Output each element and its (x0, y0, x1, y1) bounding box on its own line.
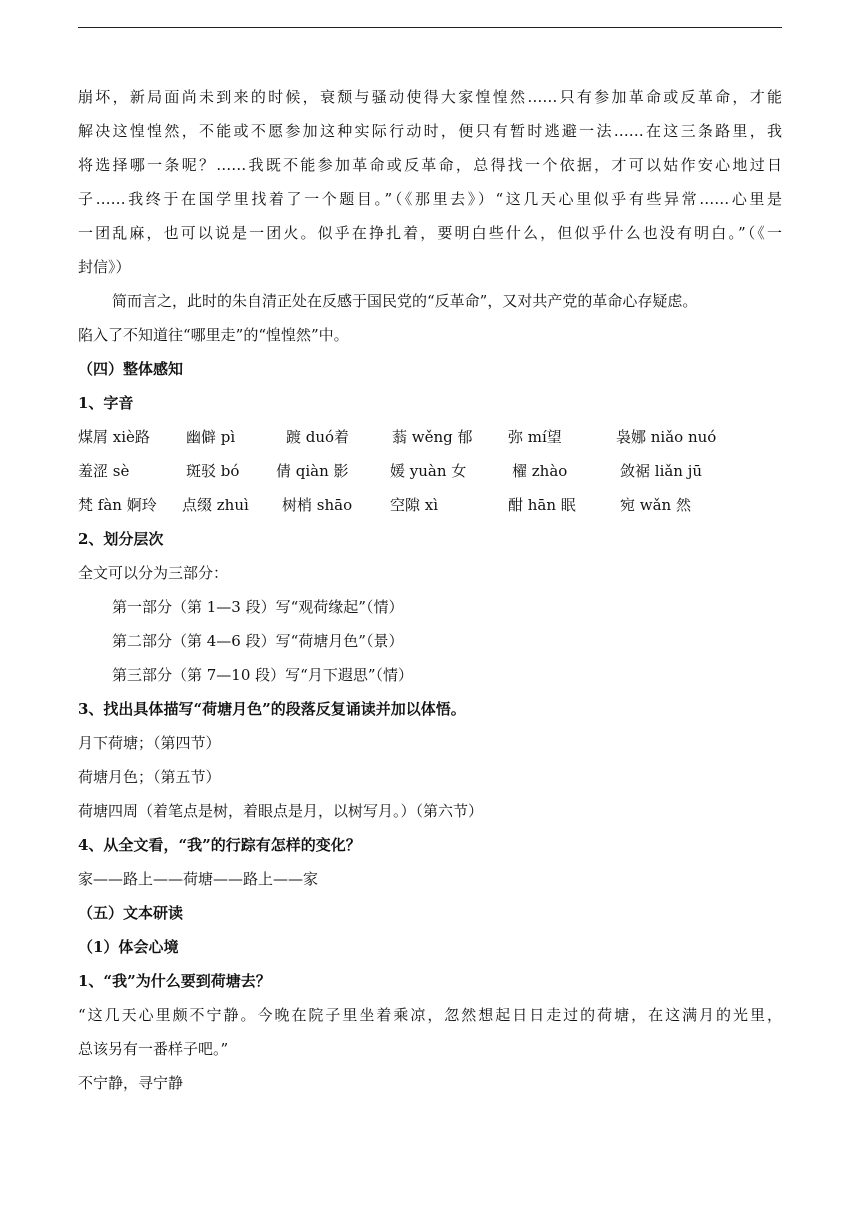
pronunciation-item: 敛裾 liǎn jū (620, 462, 703, 480)
pronunciation-item: 弥 mí望 (508, 428, 562, 446)
answer-item: 月下荷塘；（第四节） (78, 734, 221, 752)
paragraph-line: 子……我终于在国学里找着了一个题目。”（《那里去》）“这几天心里似乎有些异常……心里是 (78, 190, 782, 208)
answer-text: 家——路上——荷塘——路上——家 (78, 870, 319, 888)
question-heading: 1、“我”为什么要到荷塘去？ (78, 972, 271, 990)
subsection-heading: （1）体会心境 (78, 938, 179, 956)
section-heading: （四）整体感知 (78, 360, 184, 378)
pronunciation-item: 酣 hān 眠 (508, 496, 576, 514)
pronunciation-item: 空隙 xì (390, 496, 439, 514)
pronunciation-item: 櫂 zhào (512, 462, 568, 480)
question-heading: 3、找出具体描写“荷塘月色”的段落反复诵读并加以体悟。 (78, 700, 466, 718)
pronunciation-item: 幽僻 pì (186, 428, 236, 446)
answer-item: 第三部分（第 7—10 段）写“月下遐思”（情） (112, 666, 414, 684)
pronunciation-item: 树梢 shāo (282, 496, 353, 514)
quote-line: “这几天心里颇不宁静。今晚在院子里坐着乘凉，忽然想起日日走过的荷塘，在这满月的光里， (78, 1006, 782, 1024)
pronunciation-item: 煤屑 xiè路 (78, 428, 150, 446)
pronunciation-item: 点缀 zhuì (182, 496, 249, 514)
quote-line: 总该另有一番样子吧。” (78, 1040, 229, 1058)
pronunciation-item: 蓊 wěng 郁 (392, 428, 473, 446)
paragraph-line: 崩坏，新局面尚未到来的时候，衰颓与骚动使得大家惶惶然……只有参加革命或反革命，才能 (78, 88, 782, 106)
pronunciation-item: 袅娜 niǎo nuó (616, 428, 717, 446)
pronunciation-item: 倩 qiàn 影 (276, 462, 349, 480)
header-rule (78, 27, 782, 28)
answer-item: 第二部分（第 4—6 段）写“荷塘月色”（景） (112, 632, 404, 650)
pronunciation-item: 踱 duó着 (286, 428, 350, 446)
pronunciation-item: 媛 yuàn 女 (390, 462, 467, 480)
question-heading: 1、字音 (78, 394, 134, 412)
question-heading: 4、从全文看，“我”的行踪有怎样的变化？ (78, 836, 361, 854)
section-heading: （五）文本研读 (78, 904, 184, 922)
paragraph-line: 陷入了不知道往“哪里走”的“惶惶然”中。 (78, 326, 349, 344)
question-heading: 2、划分层次 (78, 530, 164, 548)
pronunciation-item: 羞涩 sè (78, 462, 130, 480)
paragraph-line: 一团乱麻，也可以说是一团火。似乎在挣扎着，要明白些什么，但似乎什么也没有明白。”（《一 (78, 224, 782, 242)
pronunciation-item: 梵 fàn 婀玲 (78, 496, 157, 514)
paragraph-line: 封信》） (78, 258, 131, 276)
paragraph-line: 简而言之，此时的朱自清正处在反感于国民党的“反革命”，又对共产党的革命心存疑虑。 (112, 292, 698, 310)
answer-text: 不宁静，寻宁静 (78, 1074, 184, 1092)
pronunciation-item: 宛 wǎn 然 (620, 496, 691, 514)
paragraph-line: 解决这惶惶然，不能或不愿参加这种实际行动时，便只有暂时逃避一法……在这三条路里，我 (78, 122, 782, 140)
answer-text: 全文可以分为三部分： (78, 564, 229, 582)
answer-item: 荷塘月色；（第五节） (78, 768, 221, 786)
answer-item: 第一部分（第 1—3 段）写“观荷缘起”（情） (112, 598, 404, 616)
paragraph-line: 将选择哪一条呢？……我既不能参加革命或反革命，总得找一个依据，才可以姑作安心地过日 (78, 156, 782, 174)
pronunciation-item: 斑驳 bó (186, 462, 240, 480)
answer-item: 荷塘四周（着笔点是树，着眼点是月，以树写月。）（第六节） (78, 802, 484, 820)
